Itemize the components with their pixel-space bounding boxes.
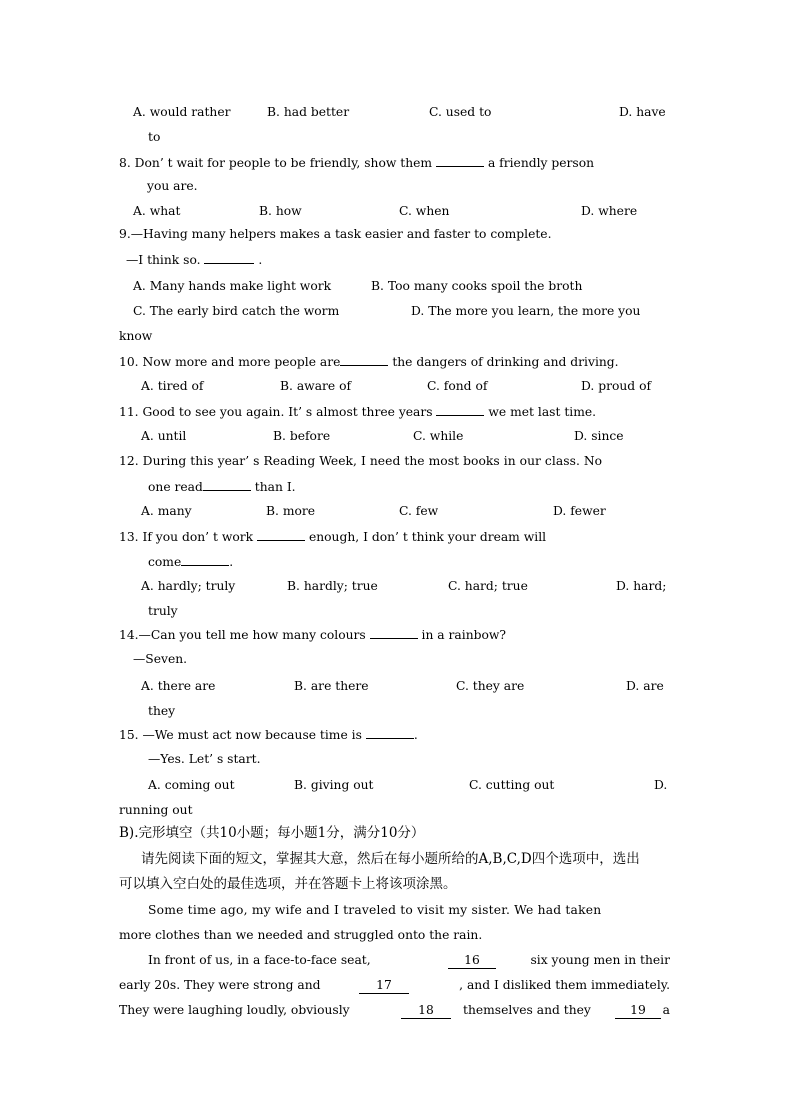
q9-blank: [204, 251, 254, 264]
q9-reply: —I think so. .: [126, 253, 263, 267]
q15-blank: [366, 726, 414, 739]
q14-option-d: D. are: [626, 679, 664, 693]
q9-option-d: D. The more you learn, the more you: [411, 304, 641, 318]
q8-stem: 8. Don’ t wait for people to be friendly, show them a friendly person: [119, 156, 595, 170]
q10-option-c: C. fond of: [427, 379, 488, 393]
q11-option-d: D. since: [574, 429, 624, 443]
q11-option-b: B. before: [273, 429, 331, 443]
blank-17: 17: [359, 977, 409, 994]
q10-option-b: B. aware of: [280, 379, 352, 393]
q10-blank: [340, 353, 388, 366]
q15-option-d-continuation: running out: [119, 803, 193, 817]
q13-blank-2: [181, 553, 229, 566]
blank-16: 16: [448, 952, 496, 969]
passage-p1-line-1: Some time ago, my wife and I traveled to visit my sister. We had taken: [148, 903, 602, 917]
q14-stem: 14.—Can you tell me how many colours in a rainbow?: [119, 628, 507, 642]
blank-18: 18: [401, 1002, 451, 1019]
q15-answer: —Yes. Let’ s start.: [148, 752, 261, 766]
q15-option-b: B. giving out: [294, 778, 374, 792]
q13-option-d-continuation: truly: [148, 604, 178, 618]
q15-option-a: A. coming out: [148, 778, 235, 792]
q14-option-d-continuation: they: [148, 704, 176, 718]
q11-option-a: A. until: [141, 429, 187, 443]
q13-option-a: A. hardly; truly: [141, 579, 236, 593]
q14-option-a: A. there are: [141, 679, 216, 693]
section-b-heading: B).完形填空（共10小题；每小题1分，满分10分）: [119, 825, 425, 841]
q8-stem-continuation: you are.: [147, 179, 198, 193]
q15-stem: 15. —We must act now because time is .: [119, 728, 418, 742]
q14-option-c: C. they are: [456, 679, 525, 693]
q13-option-d: D. hard;: [616, 579, 667, 593]
q15-option-d: D.: [654, 778, 668, 792]
q10-option-a: A. tired of: [141, 379, 204, 393]
q11-blank: [436, 403, 484, 416]
q9-option-b: B. Too many cooks spoil the broth: [371, 279, 583, 293]
q11-option-c: C. while: [413, 429, 464, 443]
q13-stem-continuation: come .: [148, 555, 234, 569]
q12-option-d: D. fewer: [553, 504, 606, 518]
q10-stem: 10. Now more and more people are the dangers of drinking and driving.: [119, 355, 619, 369]
q9-option-a: A. Many hands make light work: [133, 279, 332, 293]
q7-option-d-continuation: to: [148, 130, 161, 144]
q7-option-a: A. would rather: [133, 105, 231, 119]
q12-option-c: C. few: [399, 504, 439, 518]
q8-blank: [436, 154, 484, 167]
q13-blank-1: [257, 528, 305, 541]
q11-stem: 11. Good to see you again. It’ s almost three years we met last time.: [119, 405, 597, 419]
q9-option-c: C. The early bird catch the worm: [133, 304, 340, 318]
q7-option-d: D. have: [619, 105, 666, 119]
q8-option-d: D. where: [581, 204, 638, 218]
passage-p1-line-2: more clothes than we needed and struggled onto the rain.: [119, 928, 483, 942]
q14-blank: [370, 626, 418, 639]
q14-option-b: B. are there: [294, 679, 369, 693]
blank-19: 19: [615, 1002, 661, 1019]
q14-answer: —Seven.: [133, 652, 188, 666]
q15-option-c: C. cutting out: [469, 778, 555, 792]
section-b-instruction-line-1: 请先阅读下面的短文，掌握其大意，然后在每小题所给的A,B,C,D四个选项中，选出: [141, 851, 640, 867]
q12-stem: 12. During this year’ s Reading Week, I need the most books in our class. No: [119, 454, 603, 468]
q8-option-b: B. how: [259, 204, 302, 218]
q12-option-b: B. more: [266, 504, 316, 518]
q13-stem: 13. If you don’ t work enough, I don’ t think your dream will: [119, 530, 547, 544]
q7-option-b: B. had better: [267, 105, 350, 119]
q13-option-c: C. hard; true: [448, 579, 528, 593]
q12-option-a: A. many: [141, 504, 192, 518]
q9-stem: 9.—Having many helpers makes a task easier and faster to complete.: [119, 227, 552, 241]
q8-option-c: C. when: [399, 204, 450, 218]
q12-stem-continuation: one read than I.: [148, 480, 296, 494]
q10-option-d: D. proud of: [581, 379, 652, 393]
q7-option-c: C. used to: [429, 105, 492, 119]
q9-option-d-continuation: know: [119, 329, 153, 343]
q8-option-a: A. what: [133, 204, 181, 218]
section-b-instruction-line-2: 可以填入空白处的最佳选项，并在答题卡上将该项涂黑。: [119, 876, 457, 892]
q13-option-b: B. hardly; true: [287, 579, 378, 593]
q12-blank: [203, 478, 251, 491]
